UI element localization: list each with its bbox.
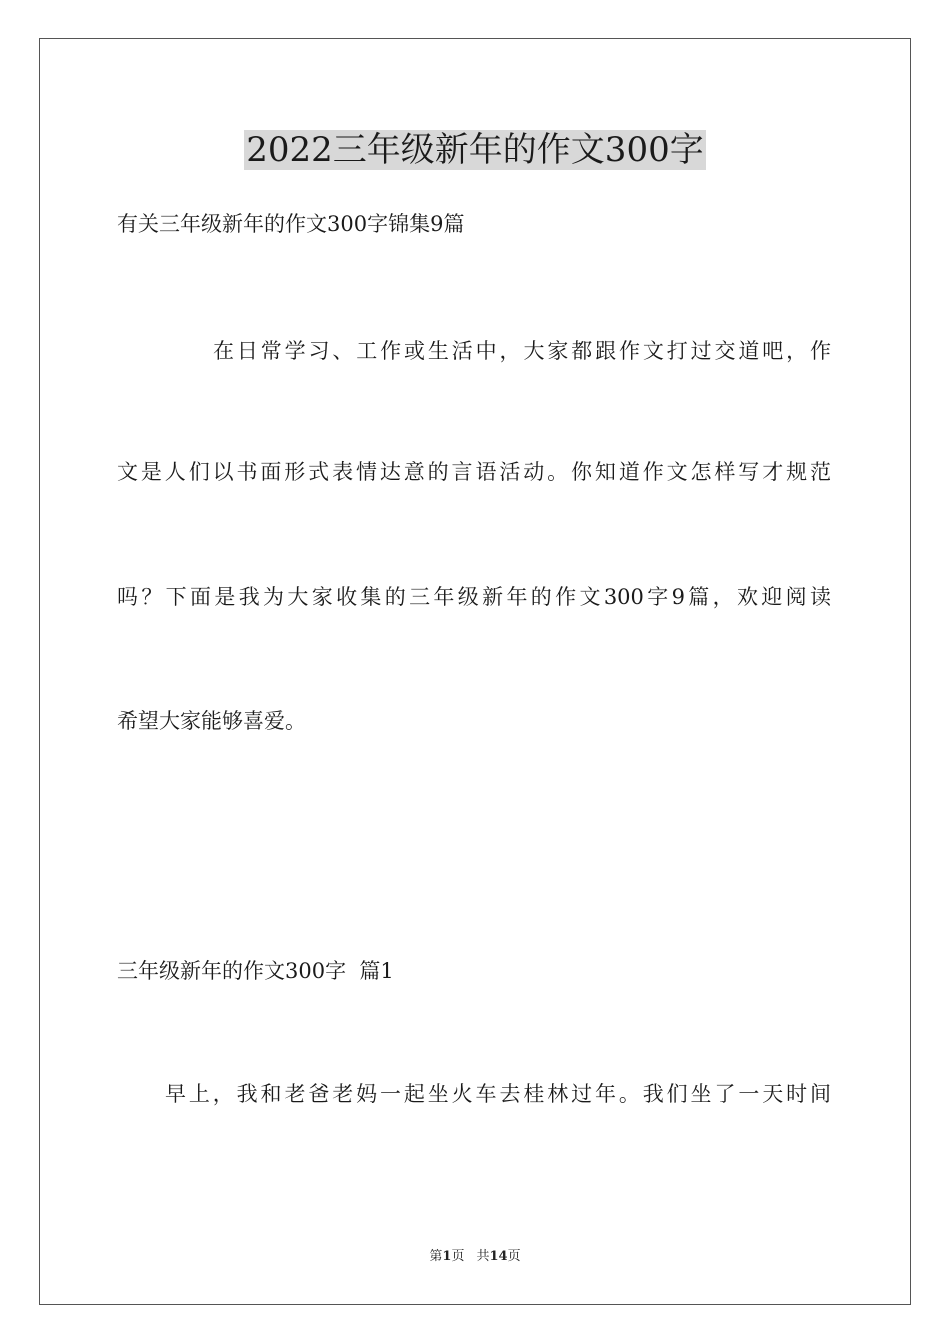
section-heading: 三年级新年的作文300字 篇1 [117, 959, 394, 983]
page-footer [0, 1248, 950, 1266]
footer-total-prefix: 共 [476, 1249, 490, 1264]
intro-paragraph-line-1: 在日常学习、工作或生活中，大家都跟作文打过交道吧，作 [213, 339, 831, 363]
footer-page-unit: 页 [451, 1249, 465, 1264]
document-title-text: 2022三年级新年的作文300字 [246, 130, 704, 170]
section-paragraph-line-1: 早上，我和老爸老妈一起坐火车去桂林过年。我们坐了一天时间 [165, 1082, 831, 1106]
intro-paragraph-line-3: 吗？下面是我为大家收集的三年级新年的作文300字9篇，欢迎阅读 [117, 585, 831, 609]
footer-page-total: 14 [489, 1249, 508, 1264]
footer-page-prefix: 第 [429, 1249, 443, 1264]
footer-page-current: 1 [442, 1249, 452, 1264]
document-title [0, 128, 950, 172]
intro-paragraph-line-2: 文是人们以书面形式表情达意的言语活动。你知道作文怎样写才规范 [117, 460, 831, 484]
document-subtitle: 有关三年级新年的作文300字锦集9篇 [117, 212, 465, 236]
intro-paragraph-line-4: 希望大家能够喜爱。 [117, 709, 306, 733]
footer-total-unit: 页 [507, 1249, 521, 1264]
